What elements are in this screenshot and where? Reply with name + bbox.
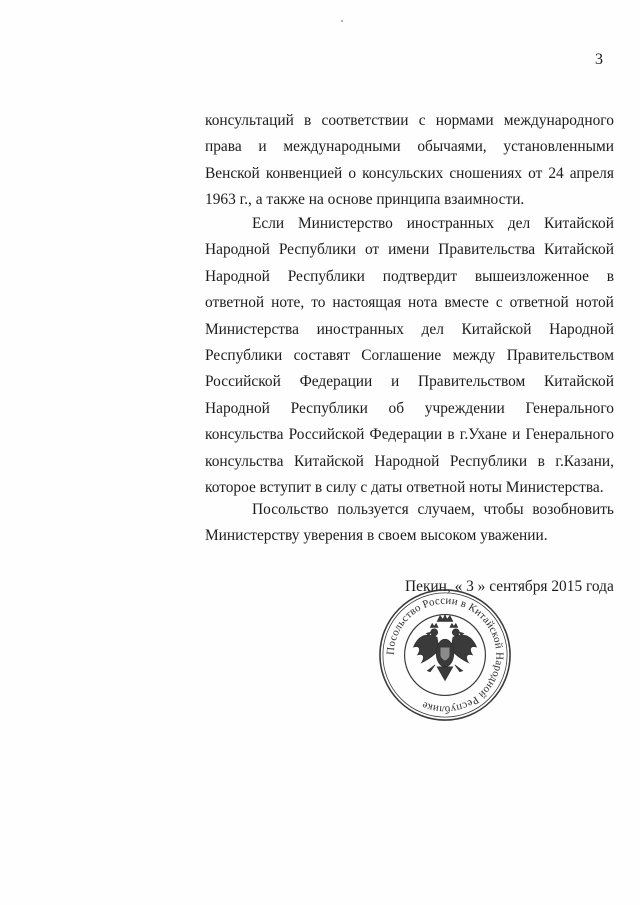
page-number: 3	[595, 51, 603, 68]
scan-artifact	[341, 20, 343, 22]
embassy-seal-stamp	[376, 586, 514, 724]
paragraph-consultations	[205, 108, 614, 214]
paragraph-agreement	[205, 211, 614, 501]
text-line: Посольство пользуется случаем, чтобы возобновить	[252, 501, 614, 518]
seal-ring-text: Посольство России в Китайской Народной Республике	[384, 594, 506, 716]
text-line: Министерства иностранных дел Китайской Народной	[205, 320, 614, 338]
text-line: Республики составят Соглашение между Правительством	[205, 346, 614, 364]
text-line: Венской конвенцией о консульских сношениях от 24 апреля	[205, 164, 614, 182]
text-line: Если Министерство иностранных дел Китайской	[252, 215, 614, 232]
paragraph-closing	[205, 497, 614, 550]
double-headed-eagle-emblem	[413, 615, 476, 681]
text-line: консульства Российской Федерации в г.Ухане и Генерального	[205, 426, 614, 444]
text-line: ответной ноте, то настоящая нота вместе с ответной нотой	[205, 294, 614, 312]
text-line: 1963 г., а также на основе принципа взаимности.	[205, 191, 525, 209]
text-line: Народной Республики от имени Правительства Китайской	[205, 241, 614, 259]
text-line: Народной Республики подтвердит вышеизложенное в	[205, 267, 614, 285]
place-date-line: Пекин, « 3 » сентября 2015 года	[405, 578, 614, 595]
text-line: Министерству уверения в своем высоком уважении.	[205, 527, 548, 545]
text-line: права и международными обычаями, установленными	[205, 138, 614, 156]
text-line: которое вступит в силу с даты ответной ноты Министерства.	[205, 478, 604, 496]
text-line: Российской Федерации и Правительством Китайской	[205, 373, 614, 391]
text-line: консульства Китайской Народной Республики в г.Казани,	[205, 452, 614, 470]
text-line: Народной Республики об учреждении Генерального	[205, 399, 614, 417]
text-line: консультаций в соответствии с нормами международного	[205, 112, 614, 129]
